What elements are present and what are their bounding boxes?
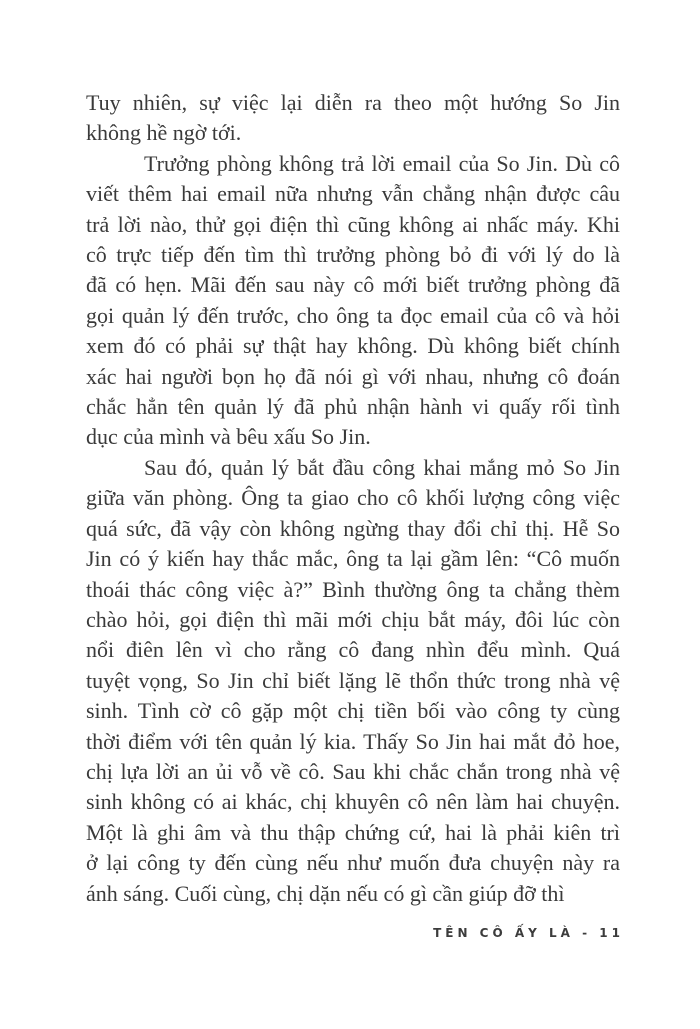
text-line: xác hai người bọn họ đã nói gì với nhau, nhưng cô đoán xyxy=(86,363,620,389)
text-line: sinh. Tình cờ cô gặp một chị tiền bối vào công ty cùng xyxy=(86,698,620,724)
text-line: thoái thác công việc à?” Bình thường ông ta chẳng thèm xyxy=(86,576,620,602)
text-line: chị lựa lời an ủi vỗ về cô. Sau khi chắc chắn trong nhà vệ xyxy=(86,758,620,784)
text-line: sinh không có ai khác, chị khuyên cô nên làm hai chuyện. xyxy=(86,789,620,815)
text-line: giữa văn phòng. Ông ta giao cho cô khối lượng công việc xyxy=(86,485,620,511)
paragraph xyxy=(86,88,620,149)
text-line: ánh sáng. Cuối cùng, chị dặn nếu có gì cần giúp đỡ thì xyxy=(86,880,565,906)
text-line: ở lại công ty đến cùng nếu như muốn đưa chuyện này ra xyxy=(86,850,620,876)
text-line: viết thêm hai email nữa nhưng vẫn chẳng nhận được câu xyxy=(86,181,620,207)
text-line: thời điểm với tên quản lý kia. Thấy So Jin hai mắt đỏ hoe, xyxy=(86,728,620,754)
body-text xyxy=(86,88,620,909)
text-line: nổi điên lên vì cho rằng cô đang nhìn đểu mình. Quá xyxy=(86,637,620,663)
paragraph xyxy=(86,149,620,453)
text-line: tuyệt vọng, So Jin chỉ biết lặng lẽ thổn thức trong nhà vệ xyxy=(86,667,620,693)
text-line: Sau đó, quản lý bắt đầu công khai mắng mỏ So Jin xyxy=(144,454,620,480)
text-line: xem đó có phải sự thật hay không. Dù không biết chính xyxy=(86,333,620,359)
text-line: Trưởng phòng không trả lời email của So Jin. Dù cô xyxy=(144,150,620,176)
text-line: cô trực tiếp đến tìm thì trưởng phòng bỏ đi với lý do là xyxy=(86,242,620,268)
paragraph xyxy=(86,453,620,909)
text-line: dục của mình và bêu xấu So Jin. xyxy=(86,424,371,450)
text-line: trả lời nào, thử gọi điện thì cũng không ai nhấc máy. Khi xyxy=(86,211,620,237)
text-line: Tuy nhiên, sự việc lại diễn ra theo một hướng So Jin xyxy=(86,90,620,115)
text-line: quá sức, đã vậy còn không ngừng thay đổi chỉ thị. Hễ So xyxy=(86,515,620,541)
text-line: đã có hẹn. Mãi đến sau này cô mới biết trưởng phòng đã xyxy=(86,272,620,298)
text-line: Một là ghi âm và thu thập chứng cứ, hai là phải kiên trì xyxy=(86,819,620,845)
text-line: chắc hẳn tên quản lý đã phủ nhận hành vi quấy rối tình xyxy=(86,394,620,420)
text-line: gọi quản lý đến trước, cho ông ta đọc email của cô và hỏi xyxy=(86,302,620,328)
text-line: không hề ngờ tới. xyxy=(86,120,242,146)
text-line: Jin có ý kiến hay thắc mắc, ông ta lại gầm lên: “Cô muốn xyxy=(86,546,620,572)
running-footer: TÊN CÔ ẤY LÀ - 11 xyxy=(433,926,624,940)
text-line: chào hỏi, gọi điện thì mãi mới chịu bắt máy, đôi lúc còn xyxy=(86,606,620,632)
